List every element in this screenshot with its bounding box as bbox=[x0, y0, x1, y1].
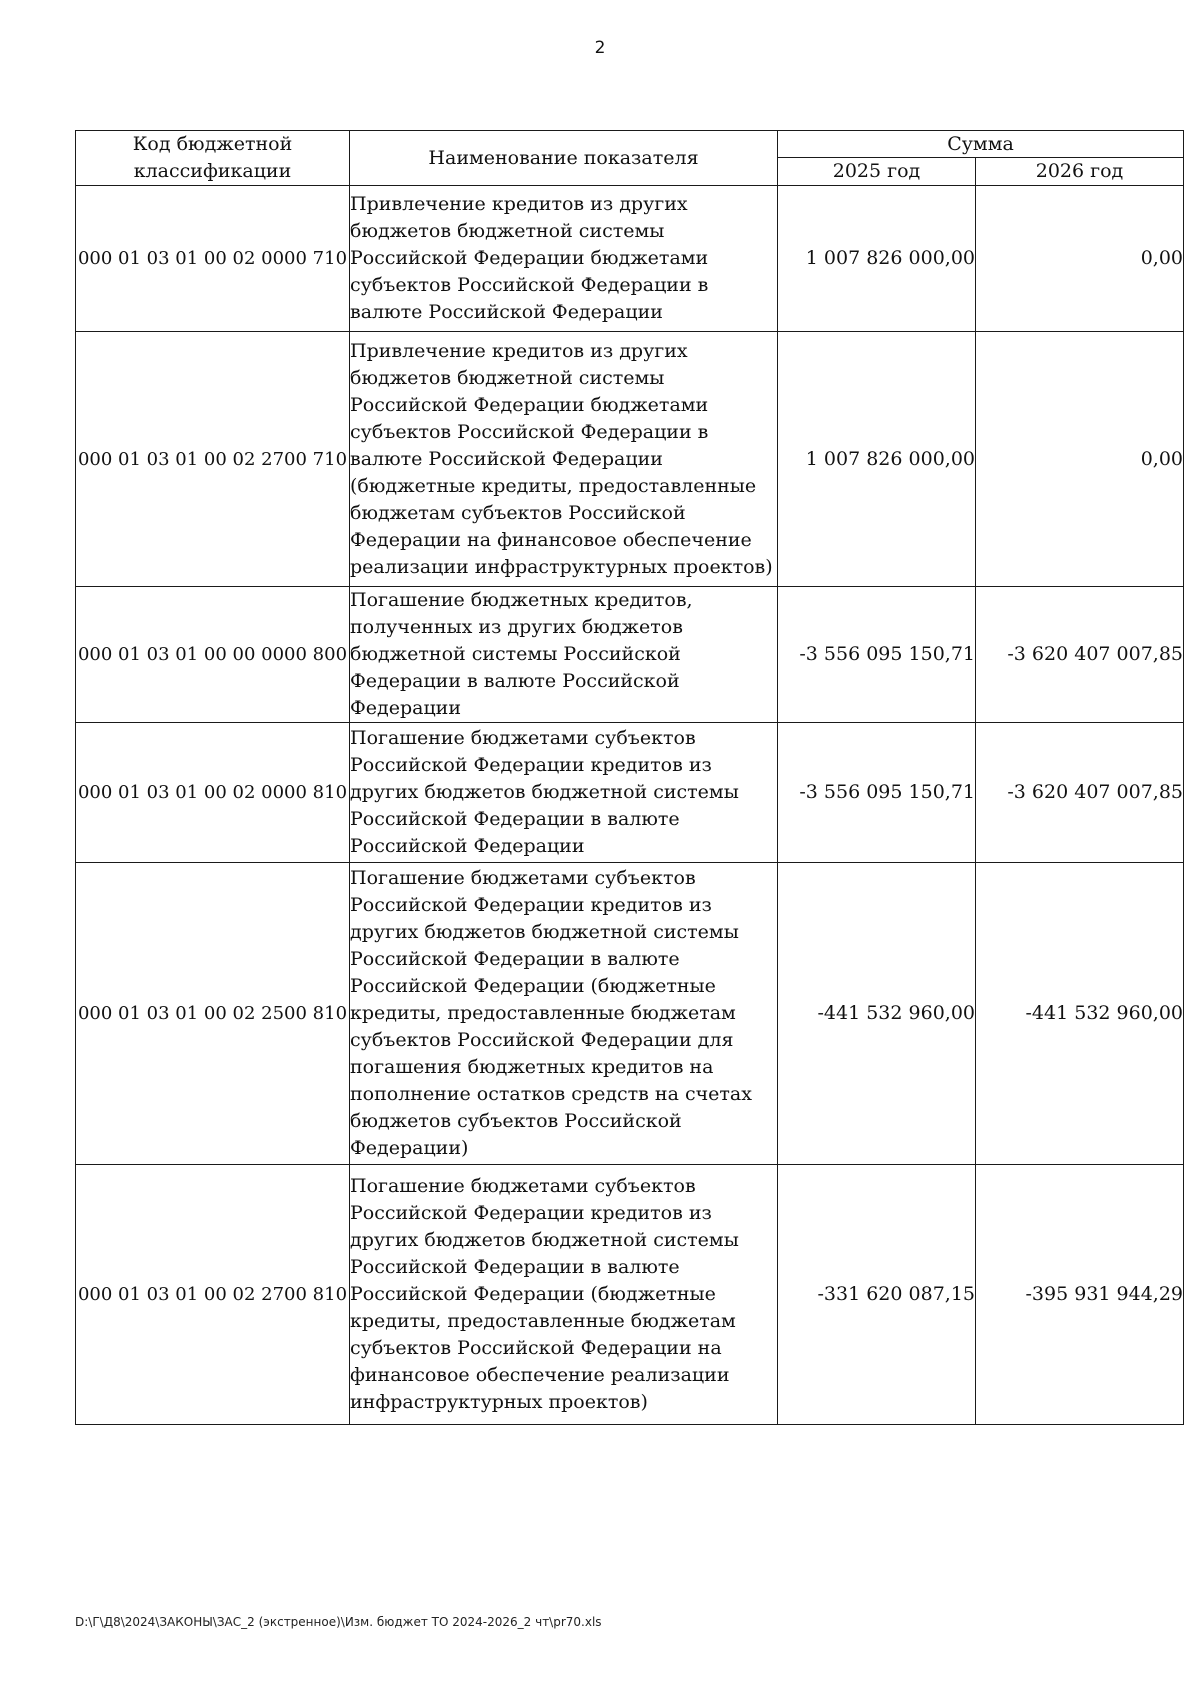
name-cell: Привлечение кредитов из других бюджетов бюджетной системы Российской Федерации бюджетами субъектов Российской Федерации в валюте Российской Федерации (бюджетные кредиты, предоставленные бюджетам субъектов Российской Федерации на финансовое обеспечение реализации инфраструктурных проектов) bbox=[350, 332, 778, 587]
code-cell: 000 01 03 01 00 00 0000 800 bbox=[76, 587, 350, 723]
code-cell: 000 01 03 01 00 02 0000 710 bbox=[76, 186, 350, 332]
amount-2025-cell: -3 556 095 150,71 bbox=[778, 723, 976, 863]
name-cell: Привлечение кредитов из других бюджетов бюджетной системы Российской Федерации бюджетами субъектов Российской Федерации в валюте Российской Федерации bbox=[350, 186, 778, 332]
amount-2025-cell: 1 007 826 000,00 bbox=[778, 186, 976, 332]
code-cell: 000 01 03 01 00 02 2700 710 bbox=[76, 332, 350, 587]
name-cell: Погашение бюджетами субъектов Российской Федерации кредитов из других бюджетов бюджетной системы Российской Федерации в валюте Российской Федерации bbox=[350, 723, 778, 863]
amount-2025-cell: -441 532 960,00 bbox=[778, 863, 976, 1165]
table-row bbox=[76, 1165, 1184, 1425]
table-row bbox=[76, 332, 1184, 587]
amount-2026-cell: -441 532 960,00 bbox=[976, 863, 1184, 1165]
table-row bbox=[76, 863, 1184, 1165]
table-body bbox=[76, 186, 1184, 1425]
table-header bbox=[76, 131, 1184, 186]
amount-2026-cell: -3 620 407 007,85 bbox=[976, 587, 1184, 723]
name-cell: Погашение бюджетных кредитов, полученных из других бюджетов бюджетной системы Российской Федерации в валюте Российской Федерации bbox=[350, 587, 778, 723]
code-cell: 000 01 03 01 00 02 2500 810 bbox=[76, 863, 350, 1165]
page-number: 2 bbox=[594, 38, 606, 58]
amount-2026-cell: 0,00 bbox=[976, 186, 1184, 332]
amount-2026-cell: -3 620 407 007,85 bbox=[976, 723, 1184, 863]
code-cell: 000 01 03 01 00 02 2700 810 bbox=[76, 1165, 350, 1425]
table-row bbox=[76, 587, 1184, 723]
amount-2025-cell: -3 556 095 150,71 bbox=[778, 587, 976, 723]
amount-2025-cell: -331 620 087,15 bbox=[778, 1165, 976, 1425]
header-year-2026: 2026 год bbox=[976, 158, 1184, 186]
amount-2026-cell: 0,00 bbox=[976, 332, 1184, 587]
code-cell: 000 01 03 01 00 02 0000 810 bbox=[76, 723, 350, 863]
table-row bbox=[76, 723, 1184, 863]
name-cell: Погашение бюджетами субъектов Российской Федерации кредитов из других бюджетов бюджетной системы Российской Федерации в валюте Российской Федерации (бюджетные кредиты, предоставленные бюджетам субъектов Российской Федерации на финансовое обеспечение реализации инфраструктурных проектов) bbox=[350, 1165, 778, 1425]
name-cell: Погашение бюджетами субъектов Российской Федерации кредитов из других бюджетов бюджетной системы Российской Федерации в валюте Российской Федерации (бюджетные кредиты, предоставленные бюджетам субъектов Российской Федерации для погашения бюджетных кредитов на пополнение остатков средств на счетах бюджетов субъектов Российской Федерации) bbox=[350, 863, 778, 1165]
table-row bbox=[76, 186, 1184, 332]
footer-file-path: D:\Г\Д8\2024\ЗАКОНЫ\ЗАС_2 (экстренное)\Изм. бюджет ТО 2024-2026_2 чт\pr70.xls bbox=[75, 1615, 602, 1629]
header-year-2025: 2025 год bbox=[778, 158, 976, 186]
budget-table bbox=[75, 130, 1184, 1425]
header-name: Наименование показателя bbox=[350, 131, 778, 186]
header-code: Код бюджетной классификации bbox=[76, 131, 350, 186]
amount-2025-cell: 1 007 826 000,00 bbox=[778, 332, 976, 587]
header-sum: Сумма bbox=[778, 131, 1184, 158]
amount-2026-cell: -395 931 944,29 bbox=[976, 1165, 1184, 1425]
